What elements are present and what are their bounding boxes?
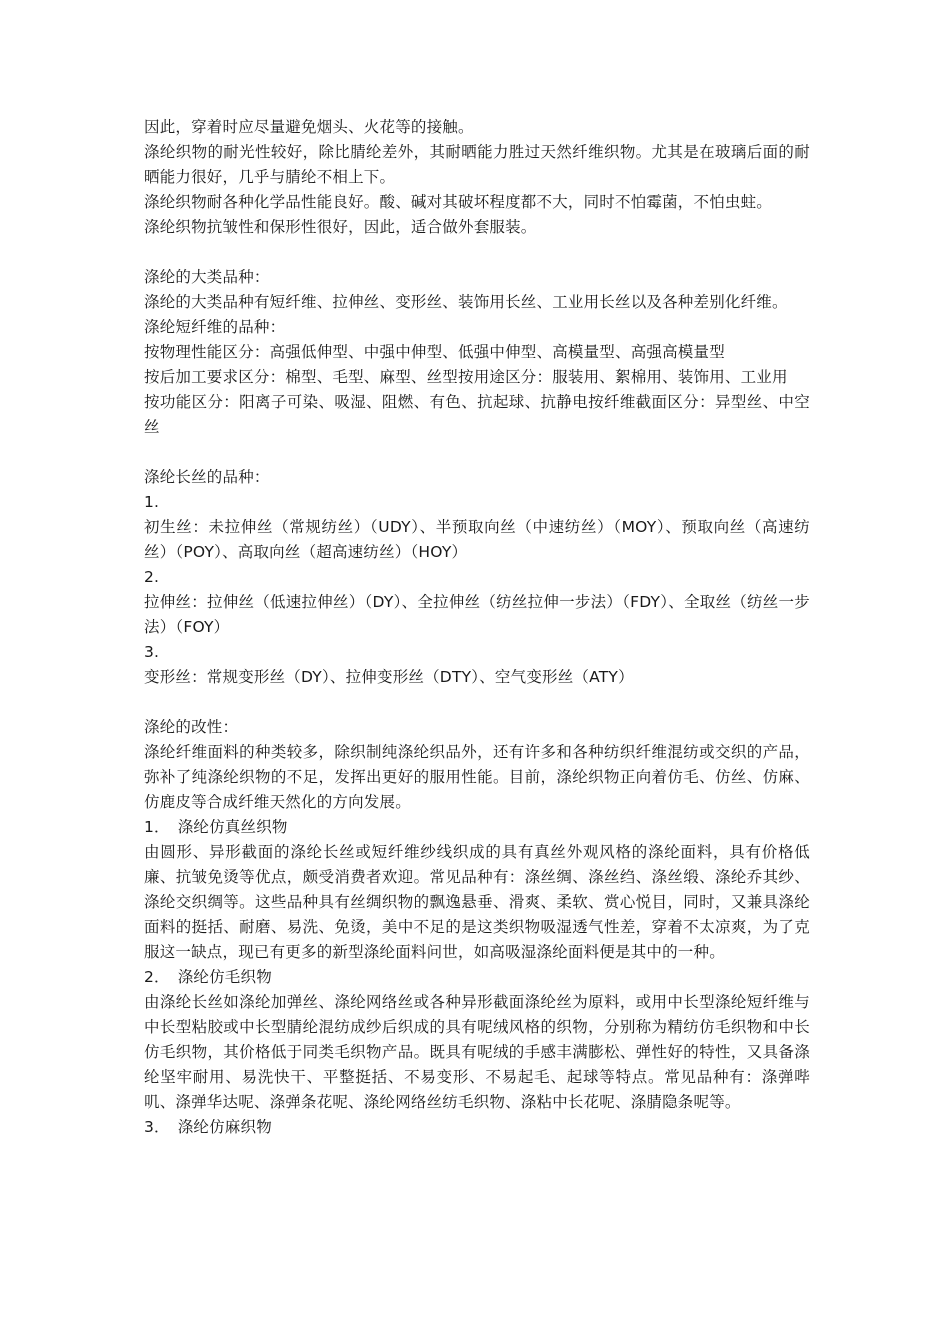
paragraph: 涤纶织物耐各种化学品性能良好。酸、碱对其破坏程度都不大，同时不怕霉菌，不怕虫蛀。: [144, 193, 773, 211]
paragraph: 由涤纶长丝如涤纶加弹丝、涤纶网络丝或各种异形截面涤纶丝为原料，或用中长型涤纶短纤维与中长型粘胶或中长型腈纶混纺成纱后织成的具有呢绒风格的织物，分别称为精纺仿毛织物和中长仿毛织物，其价格低于同类毛织物产品。既具有呢绒的手感丰满膨松、弹性好的特性，又具备涤纶坚牢耐用、易洗快干、平整挺括、不易变形、不易起毛、起球等特点。常见品种有：涤弹哔叽、涤弹华达呢、涤弹条花呢、涤纶网络丝纺毛织物、涤粘中长花呢、涤腈隐条呢等。: [144, 993, 810, 1111]
list-number: 1.: [144, 493, 160, 511]
subsection-heading: 3． 涤纶仿麻织物: [144, 1118, 272, 1136]
paragraph: 变形丝：常规变形丝（DY）、拉伸变形丝（DTY）、空气变形丝（ATY）: [144, 668, 634, 686]
paragraph: 初生丝：未拉伸丝（常规纺丝）（UDY）、半预取向丝（中速纺丝）（MOY）、预取向丝（高速纺丝）（POY）、高取向丝（超高速纺丝）（HOY）: [144, 518, 810, 561]
blank-line: [144, 690, 810, 715]
list-number: 2.: [144, 568, 160, 586]
list-number: 3.: [144, 643, 160, 661]
paragraph: 按功能区分：阳离子可染、吸湿、阻燃、有色、抗起球、抗静电按纤维截面区分：异型丝、中空丝: [144, 393, 810, 436]
paragraph: 涤纶织物抗皱性和保形性很好，因此，适合做外套服装。: [144, 218, 537, 236]
paragraph: 涤纶的大类品种有短纤维、拉伸丝、变形丝、装饰用长丝、工业用长丝以及各种差别化纤维。: [144, 293, 788, 311]
section-heading: 涤纶短纤维的品种：: [144, 318, 286, 336]
subsection-heading: 1． 涤纶仿真丝织物: [144, 818, 288, 836]
subsection-heading: 2． 涤纶仿毛织物: [144, 968, 272, 986]
section-heading: 涤纶长丝的品种：: [144, 468, 270, 486]
paragraph: 涤纶织物的耐光性较好，除比腈纶差外，其耐晒能力胜过天然纤维织物。尤其是在玻璃后面的耐晒能力很好，几乎与腈纶不相上下。: [144, 143, 810, 186]
paragraph: 拉伸丝：拉伸丝（低速拉伸丝）（DY）、全拉伸丝（纺丝拉伸一步法）（FDY）、全取丝（纺丝一步法）（FOY）: [144, 593, 810, 636]
paragraph: 由圆形、异形截面的涤纶长丝或短纤维纱线织成的具有真丝外观风格的涤纶面料，具有价格低廉、抗皱免烫等优点，颇受消费者欢迎。常见品种有：涤丝绸、涤丝绉、涤丝缎、涤纶乔其纱、涤纶交织绸等。这些品种具有丝绸织物的飘逸悬垂、滑爽、柔软、赏心悦目，同时，又兼具涤纶面料的挺括、耐磨、易洗、免烫，美中不足的是这类织物吸湿透气性差，穿着不太凉爽，为了克服这一缺点，现已有更多的新型涤纶面料问世，如高吸湿涤纶面料便是其中的一种。: [144, 843, 810, 961]
section-heading: 涤纶的改性：: [144, 718, 239, 736]
paragraph: 按后加工要求区分：棉型、毛型、麻型、丝型按用途区分：服装用、絮棉用、装饰用、工业用: [144, 368, 788, 386]
blank-line: [144, 240, 810, 265]
section-heading: 涤纶的大类品种：: [144, 268, 270, 286]
paragraph: 涤纶纤维面料的种类较多，除织制纯涤纶织品外，还有许多和各种纺织纤维混纺或交织的产品，弥补了纯涤纶织物的不足，发挥出更好的服用性能。目前，涤纶织物正向着仿毛、仿丝、仿麻、仿鹿皮等合成纤维天然化的方向发展。: [144, 743, 810, 811]
blank-line: [144, 440, 810, 465]
paragraph: 按物理性能区分：高强低伸型、中强中伸型、低强中伸型、高模量型、高强高模量型: [144, 343, 725, 361]
paragraph: 因此，穿着时应尽量避免烟头、火花等的接触。: [144, 118, 474, 136]
document-body: [144, 115, 810, 1140]
